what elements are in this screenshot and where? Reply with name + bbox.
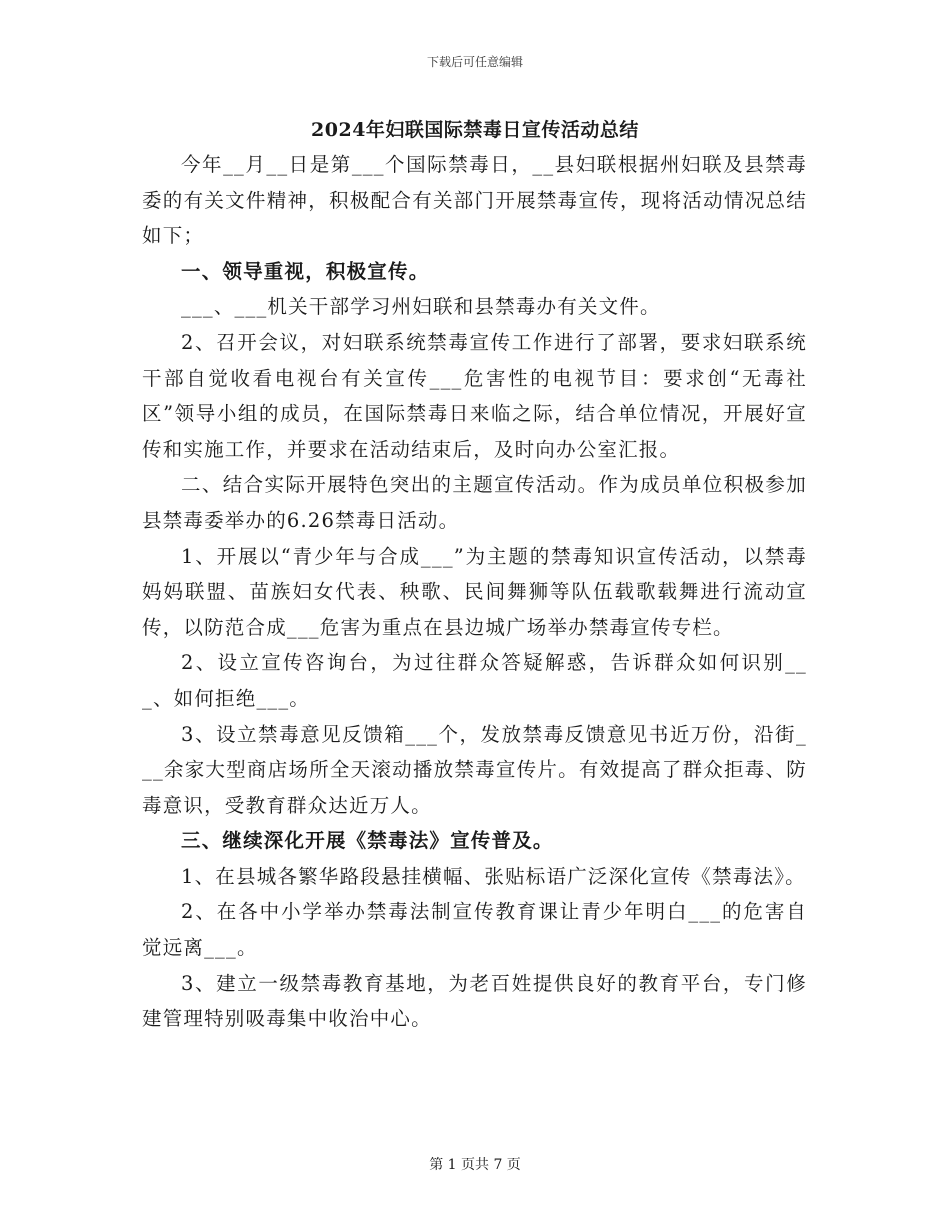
- page-number: 第 1 页共 7 页: [429, 1157, 521, 1173]
- paragraph-item: 3、建立一级禁毒教育基地，为老百姓提供良好的教育平台，专门修建管理特别吸毒集中收治中心。: [142, 971, 807, 1031]
- paragraph-intro: 今年__月__日是第___个国际禁毒日，__县妇联根据州妇联及县禁毒委的有关文件精神，积极配合有关部门开展禁毒宣传，现将活动情况总结如下；: [142, 153, 807, 248]
- document-title: 2024年妇联国际禁毒日宣传活动总结: [311, 119, 639, 141]
- paragraph-item: 2、设立宣传咨询台，为过往群众答疑解惑，告诉群众如何识别___、如何拒绝___。: [142, 651, 807, 710]
- header-note: 下载后可任意编辑: [426, 55, 523, 69]
- paragraph-item: 2、召开会议，对妇联系统禁毒宣传工作进行了部署，要求妇联系统干部自觉收看电视台有关宣传___危害性的电视节目：要求创“无毒社区”领导小组的成员，在国际禁毒日来临之际，结合单位情况，开展好宣传和实施工作，并要求在活动结束后，及时向办公室汇报。: [142, 330, 807, 461]
- paragraph-item: 1、在县城各繁华路段悬挂横幅、张贴标语广泛深化宣传《禁毒法》。: [181, 864, 806, 888]
- document-body: [142, 147, 807, 1037]
- section-heading-3: 三、继续深化开展《禁毒法》宣传普及。: [181, 829, 554, 853]
- paragraph-item: ___、___机关干部学习州妇联和县禁毒办有关文件。: [181, 295, 661, 319]
- section-heading-1: 一、领导重视，积极宣传。: [181, 259, 430, 283]
- section-heading-2: 二、结合实际开展特色突出的主题宣传活动。作为成员单位积极参加县禁毒委举办的6.26禁毒日活动。: [142, 473, 807, 532]
- paragraph-item: 2、在各中小学举办禁毒法制宣传教育课让青少年明白___的危害自觉远离___。: [142, 900, 807, 960]
- paragraph-item: 3、设立禁毒意见反馈箱___个，发放禁毒反馈意见书近万份，沿街___余家大型商店场所全天滚动播放禁毒宣传片。有效提高了群众拒毒、防毒意识，受教育群众达近万人。: [142, 722, 807, 817]
- paragraph-item: 1、开展以“青少年与合成___”为主题的禁毒知识宣传活动，以禁毒妈妈联盟、苗族妇女代表、秧歌、民间舞狮等队伍载歌载舞进行流动宣传，以防范合成___危害为重点在县边城广场举办禁毒宣传专栏。: [142, 544, 807, 639]
